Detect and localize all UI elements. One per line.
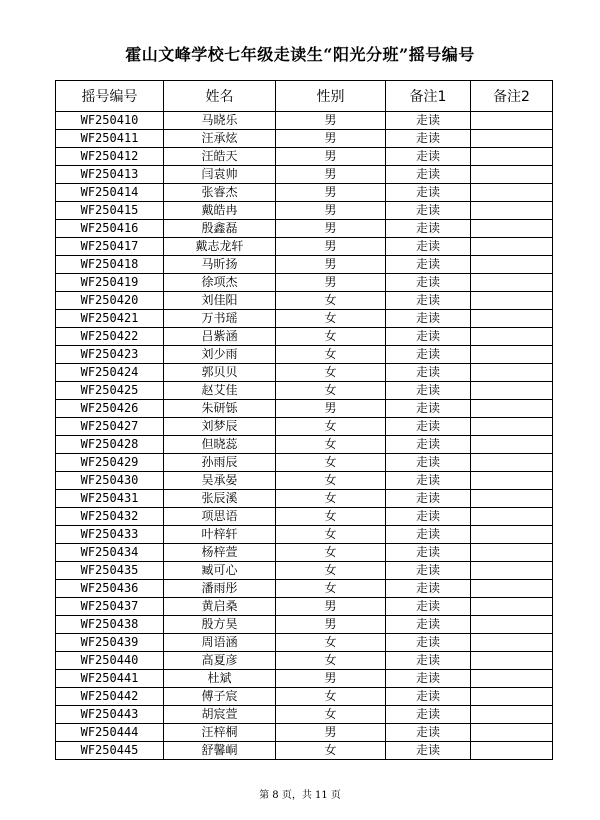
table-row (56, 364, 553, 382)
remark-2-cell (471, 634, 553, 652)
name-cell: 赵艾佳 (164, 382, 276, 400)
remark-2-cell (471, 706, 553, 724)
lottery-number-cell: WF250421 (56, 310, 164, 328)
gender-cell: 男 (276, 238, 386, 256)
table-row (56, 400, 553, 418)
name-cell: 刘少雨 (164, 346, 276, 364)
remark-2-cell (471, 328, 553, 346)
remark-2-cell (471, 490, 553, 508)
remark-2-cell (471, 598, 553, 616)
table-row (56, 688, 553, 706)
lottery-number-cell: WF250440 (56, 652, 164, 670)
table-row (56, 148, 553, 166)
table-row (56, 238, 553, 256)
name-cell: 汪梓桐 (164, 724, 276, 742)
lottery-number-cell: WF250424 (56, 364, 164, 382)
table-row (56, 598, 553, 616)
remark-2-cell (471, 220, 553, 238)
name-cell: 臧可心 (164, 562, 276, 580)
table-row (56, 346, 553, 364)
name-cell: 汪承炫 (164, 130, 276, 148)
table-row (56, 256, 553, 274)
gender-cell: 男 (276, 130, 386, 148)
remark-1-cell: 走读 (386, 202, 471, 220)
remark-1-cell: 走读 (386, 724, 471, 742)
lottery-number-cell: WF250426 (56, 400, 164, 418)
remark-2-cell (471, 652, 553, 670)
name-cell: 叶梓轩 (164, 526, 276, 544)
remark-1-cell: 走读 (386, 328, 471, 346)
lottery-number-cell: WF250410 (56, 112, 164, 130)
gender-cell: 女 (276, 364, 386, 382)
remark-1-cell: 走读 (386, 472, 471, 490)
gender-cell: 女 (276, 418, 386, 436)
remark-2-cell (471, 562, 553, 580)
column-header-name: 姓名 (164, 81, 276, 112)
table-header (56, 81, 553, 112)
name-cell: 张睿杰 (164, 184, 276, 202)
name-cell: 张辰溪 (164, 490, 276, 508)
lottery-number-cell: WF250423 (56, 346, 164, 364)
table-row (56, 130, 553, 148)
remark-2-cell (471, 346, 553, 364)
lottery-number-cell: WF250443 (56, 706, 164, 724)
lottery-number-cell: WF250437 (56, 598, 164, 616)
gender-cell: 女 (276, 346, 386, 364)
name-cell: 潘雨彤 (164, 580, 276, 598)
name-cell: 杨梓萱 (164, 544, 276, 562)
column-header-lottery-number: 摇号编号 (56, 81, 164, 112)
gender-cell: 女 (276, 490, 386, 508)
remark-1-cell: 走读 (386, 454, 471, 472)
lottery-number-cell: WF250434 (56, 544, 164, 562)
lottery-number-cell: WF250441 (56, 670, 164, 688)
remark-2-cell (471, 382, 553, 400)
remark-2-cell (471, 202, 553, 220)
remark-1-cell: 走读 (386, 598, 471, 616)
table-row (56, 652, 553, 670)
gender-cell: 女 (276, 526, 386, 544)
name-cell: 项思语 (164, 508, 276, 526)
gender-cell: 女 (276, 688, 386, 706)
table-row (56, 616, 553, 634)
remark-1-cell: 走读 (386, 616, 471, 634)
table-row (56, 166, 553, 184)
remark-1-cell: 走读 (386, 562, 471, 580)
lottery-number-cell: WF250430 (56, 472, 164, 490)
lottery-number-cell: WF250411 (56, 130, 164, 148)
table-row (56, 184, 553, 202)
gender-cell: 男 (276, 202, 386, 220)
name-cell: 但晓蕊 (164, 436, 276, 454)
name-cell: 万书瑶 (164, 310, 276, 328)
name-cell: 孙雨辰 (164, 454, 276, 472)
gender-cell: 女 (276, 580, 386, 598)
gender-cell: 女 (276, 382, 386, 400)
roster-table (55, 80, 553, 760)
remark-1-cell: 走读 (386, 418, 471, 436)
lottery-number-cell: WF250431 (56, 490, 164, 508)
remark-2-cell (471, 454, 553, 472)
remark-2-cell (471, 742, 553, 760)
remark-2-cell (471, 544, 553, 562)
gender-cell: 女 (276, 652, 386, 670)
remark-2-cell (471, 526, 553, 544)
lottery-number-cell: WF250442 (56, 688, 164, 706)
remark-2-cell (471, 580, 553, 598)
gender-cell: 男 (276, 400, 386, 418)
table-row (56, 724, 553, 742)
gender-cell: 男 (276, 148, 386, 166)
remark-1-cell: 走读 (386, 688, 471, 706)
table-row (56, 292, 553, 310)
remark-1-cell: 走读 (386, 670, 471, 688)
remark-1-cell: 走读 (386, 706, 471, 724)
remark-1-cell: 走读 (386, 490, 471, 508)
lottery-number-cell: WF250436 (56, 580, 164, 598)
header-row (56, 81, 553, 112)
table-row (56, 526, 553, 544)
lottery-number-cell: WF250419 (56, 274, 164, 292)
gender-cell: 男 (276, 256, 386, 274)
remark-2-cell (471, 400, 553, 418)
lottery-number-cell: WF250444 (56, 724, 164, 742)
name-cell: 杜斌 (164, 670, 276, 688)
remark-2-cell (471, 184, 553, 202)
table-row (56, 580, 553, 598)
gender-cell: 男 (276, 670, 386, 688)
lottery-number-cell: WF250439 (56, 634, 164, 652)
lottery-number-cell: WF250416 (56, 220, 164, 238)
lottery-number-cell: WF250425 (56, 382, 164, 400)
name-cell: 朱研铄 (164, 400, 276, 418)
name-cell: 马昕扬 (164, 256, 276, 274)
gender-cell: 男 (276, 184, 386, 202)
lottery-number-cell: WF250429 (56, 454, 164, 472)
remark-2-cell (471, 310, 553, 328)
table-row (56, 436, 553, 454)
remark-1-cell: 走读 (386, 382, 471, 400)
gender-cell: 男 (276, 220, 386, 238)
remark-1-cell: 走读 (386, 526, 471, 544)
lottery-number-cell: WF250435 (56, 562, 164, 580)
remark-2-cell (471, 418, 553, 436)
name-cell: 闫袁帅 (164, 166, 276, 184)
lottery-number-cell: WF250428 (56, 436, 164, 454)
remark-1-cell: 走读 (386, 220, 471, 238)
gender-cell: 男 (276, 274, 386, 292)
remark-1-cell: 走读 (386, 634, 471, 652)
remark-1-cell: 走读 (386, 436, 471, 454)
name-cell: 戴志龙轩 (164, 238, 276, 256)
lottery-number-cell: WF250413 (56, 166, 164, 184)
gender-cell: 女 (276, 472, 386, 490)
gender-cell: 女 (276, 436, 386, 454)
gender-cell: 男 (276, 724, 386, 742)
lottery-number-cell: WF250427 (56, 418, 164, 436)
gender-cell: 女 (276, 706, 386, 724)
lottery-number-cell: WF250417 (56, 238, 164, 256)
remark-1-cell: 走读 (386, 256, 471, 274)
remark-1-cell: 走读 (386, 274, 471, 292)
name-cell: 黄启桑 (164, 598, 276, 616)
remark-2-cell (471, 616, 553, 634)
name-cell: 徐项杰 (164, 274, 276, 292)
gender-cell: 女 (276, 562, 386, 580)
name-cell: 汪皓天 (164, 148, 276, 166)
table-body (56, 112, 553, 760)
name-cell: 郭贝贝 (164, 364, 276, 382)
remark-1-cell: 走读 (386, 652, 471, 670)
gender-cell: 男 (276, 598, 386, 616)
name-cell: 戴皓冉 (164, 202, 276, 220)
gender-cell: 女 (276, 634, 386, 652)
name-cell: 傅子宸 (164, 688, 276, 706)
table-row (56, 112, 553, 130)
table-row (56, 382, 553, 400)
table-row (56, 634, 553, 652)
table-row (56, 508, 553, 526)
table-row (56, 544, 553, 562)
remark-1-cell: 走读 (386, 148, 471, 166)
name-cell: 殷方昊 (164, 616, 276, 634)
remark-1-cell: 走读 (386, 130, 471, 148)
remark-1-cell: 走读 (386, 184, 471, 202)
remark-1-cell: 走读 (386, 346, 471, 364)
remark-2-cell (471, 238, 553, 256)
lottery-number-cell: WF250422 (56, 328, 164, 346)
gender-cell: 女 (276, 544, 386, 562)
remark-2-cell (471, 364, 553, 382)
remark-2-cell (471, 472, 553, 490)
remark-1-cell: 走读 (386, 238, 471, 256)
table-row (56, 418, 553, 436)
name-cell: 马晓乐 (164, 112, 276, 130)
lottery-number-cell: WF250414 (56, 184, 164, 202)
remark-1-cell: 走读 (386, 112, 471, 130)
table-row (56, 220, 553, 238)
gender-cell: 男 (276, 616, 386, 634)
table-row (56, 274, 553, 292)
gender-cell: 男 (276, 112, 386, 130)
remark-2-cell (471, 256, 553, 274)
gender-cell: 女 (276, 328, 386, 346)
lottery-number-cell: WF250420 (56, 292, 164, 310)
remark-1-cell: 走读 (386, 364, 471, 382)
lottery-number-cell: WF250432 (56, 508, 164, 526)
remark-2-cell (471, 436, 553, 454)
name-cell: 胡宸萱 (164, 706, 276, 724)
table-row (56, 328, 553, 346)
gender-cell: 女 (276, 508, 386, 526)
remark-2-cell (471, 274, 553, 292)
remark-2-cell (471, 166, 553, 184)
remark-2-cell (471, 724, 553, 742)
table-row (56, 562, 553, 580)
table-row (56, 670, 553, 688)
table-row (56, 490, 553, 508)
table-row (56, 454, 553, 472)
lottery-number-cell: WF250412 (56, 148, 164, 166)
lottery-number-cell: WF250415 (56, 202, 164, 220)
remark-1-cell: 走读 (386, 310, 471, 328)
name-cell: 舒馨峒 (164, 742, 276, 760)
name-cell: 周语涵 (164, 634, 276, 652)
remark-1-cell: 走读 (386, 742, 471, 760)
remark-2-cell (471, 688, 553, 706)
lottery-number-cell: WF250438 (56, 616, 164, 634)
page-title: 霍山文峰学校七年级走读生“阳光分班”摇号编号 (125, 45, 475, 64)
table-row (56, 472, 553, 490)
table-row (56, 202, 553, 220)
remark-2-cell (471, 112, 553, 130)
name-cell: 殷鑫磊 (164, 220, 276, 238)
remark-1-cell: 走读 (386, 544, 471, 562)
table-row (56, 310, 553, 328)
remark-2-cell (471, 670, 553, 688)
gender-cell: 男 (276, 166, 386, 184)
lottery-number-cell: WF250433 (56, 526, 164, 544)
gender-cell: 女 (276, 310, 386, 328)
remark-1-cell: 走读 (386, 166, 471, 184)
lottery-number-cell: WF250445 (56, 742, 164, 760)
remark-1-cell: 走读 (386, 508, 471, 526)
name-cell: 吴承晏 (164, 472, 276, 490)
page-footer: 第 8 页，共 11 页 (259, 790, 341, 801)
gender-cell: 女 (276, 454, 386, 472)
remark-2-cell (471, 130, 553, 148)
remark-1-cell: 走读 (386, 400, 471, 418)
name-cell: 高夏彦 (164, 652, 276, 670)
remark-2-cell (471, 508, 553, 526)
remark-1-cell: 走读 (386, 580, 471, 598)
remark-2-cell (471, 292, 553, 310)
name-cell: 刘佳阳 (164, 292, 276, 310)
column-header-remark-1: 备注1 (386, 81, 471, 112)
name-cell: 吕紫涵 (164, 328, 276, 346)
remark-1-cell: 走读 (386, 292, 471, 310)
table-row (56, 742, 553, 760)
gender-cell: 女 (276, 742, 386, 760)
table-row (56, 706, 553, 724)
name-cell: 刘梦辰 (164, 418, 276, 436)
column-header-remark-2: 备注2 (471, 81, 553, 112)
lottery-number-cell: WF250418 (56, 256, 164, 274)
gender-cell: 女 (276, 292, 386, 310)
remark-2-cell (471, 148, 553, 166)
column-header-gender: 性别 (276, 81, 386, 112)
